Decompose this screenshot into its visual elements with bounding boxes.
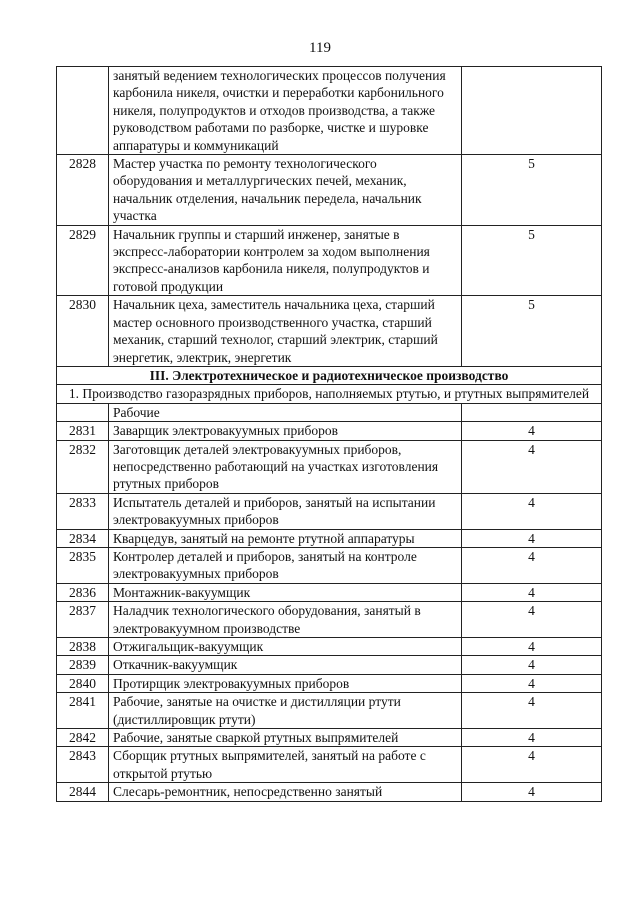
row-code: 2837 — [57, 602, 109, 638]
row-code: 2834 — [57, 529, 109, 547]
table-row — [57, 493, 602, 529]
row-code: 2841 — [57, 693, 109, 729]
workers-row — [57, 403, 602, 421]
subsection-heading-row — [57, 385, 602, 403]
row-code: 2829 — [57, 225, 109, 296]
row-value: 4 — [462, 693, 602, 729]
table-row — [57, 529, 602, 547]
row-value: 4 — [462, 747, 602, 783]
page-number: 119 — [309, 40, 331, 56]
row-code: 2835 — [57, 547, 109, 583]
row-description: Заварщик электровакуумных приборов — [109, 422, 462, 440]
table-row — [57, 296, 602, 367]
row-description: Сборщик ртутных выпрямителей, занятый на работе с открытой ртутью — [109, 747, 462, 783]
table-row — [57, 602, 602, 638]
occupation-table — [56, 66, 602, 802]
row-description: Испытатель деталей и приборов, занятый на испытании электровакуумных приборов — [109, 493, 462, 529]
row-code: 2828 — [57, 155, 109, 226]
row-description: Начальник группы и старший инженер, занятые в экспресс-лаборатории контролем за ходом выполнения экспресс-анализов карбонила никеля, полупродуктов и готовой продукции — [109, 225, 462, 296]
row-code: 2838 — [57, 638, 109, 656]
row-value: 4 — [462, 547, 602, 583]
table-row — [57, 547, 602, 583]
row-code: 2840 — [57, 674, 109, 692]
row-value: 4 — [462, 602, 602, 638]
row-value — [462, 67, 602, 155]
row-code: 2836 — [57, 583, 109, 601]
row-value: 4 — [462, 583, 602, 601]
table-row — [57, 67, 602, 155]
row-code: 2839 — [57, 656, 109, 674]
table-row — [57, 656, 602, 674]
row-description: Слесарь-ремонтник, непосредственно занятый — [109, 783, 462, 801]
row-code: 2833 — [57, 493, 109, 529]
row-description: Монтажник-вакуумщик — [109, 583, 462, 601]
row-code — [57, 67, 109, 155]
row-description: Заготовщик деталей электровакуумных приборов, непосредственно работающий на участках изготовления ртутных приборов — [109, 440, 462, 493]
table-row — [57, 440, 602, 493]
table-row — [57, 693, 602, 729]
row-value: 4 — [462, 529, 602, 547]
table-row — [57, 583, 602, 601]
workers-label: Рабочие — [109, 403, 462, 421]
table-row — [57, 155, 602, 226]
row-value: 5 — [462, 296, 602, 367]
row-code: 2830 — [57, 296, 109, 367]
row-value: 4 — [462, 638, 602, 656]
row-value: 4 — [462, 674, 602, 692]
row-code: 2843 — [57, 747, 109, 783]
subsection-title: 1. Производство газоразрядных приборов, наполняемых ртутью, и ртутных выпрямителей — [57, 385, 602, 403]
table-row — [57, 638, 602, 656]
table-row — [57, 747, 602, 783]
row-value: 5 — [462, 225, 602, 296]
row-value: 4 — [462, 783, 602, 801]
table-row — [57, 729, 602, 747]
row-description: Кварцедув, занятый на ремонте ртутной аппаратуры — [109, 529, 462, 547]
row-description: Наладчик технологического оборудования, занятый в электровакуумном производстве — [109, 602, 462, 638]
row-description: Рабочие, занятые на очистке и дистилляции ртути (дистиллировщик ртути) — [109, 693, 462, 729]
row-description: Мастер участка по ремонту технологического оборудования и металлургических печей, механик, начальник отделения, начальник передела, начальник участка — [109, 155, 462, 226]
table-row — [57, 674, 602, 692]
row-description: Начальник цеха, заместитель начальника цеха, старший мастер основного производственного участка, старший механик, старший технолог, старший электрик, старший энергетик, электрик, энергетик — [109, 296, 462, 367]
empty-cell — [462, 403, 602, 421]
row-description: Протирщик электровакуумных приборов — [109, 674, 462, 692]
row-description: Откачник-вакуумщик — [109, 656, 462, 674]
row-value: 5 — [462, 155, 602, 226]
table-row — [57, 225, 602, 296]
row-description: Отжигальщик-вакуумщик — [109, 638, 462, 656]
row-code: 2844 — [57, 783, 109, 801]
row-code: 2831 — [57, 422, 109, 440]
empty-cell — [57, 403, 109, 421]
section-heading-row — [57, 366, 602, 384]
row-code: 2842 — [57, 729, 109, 747]
row-value: 4 — [462, 440, 602, 493]
row-description: Контролер деталей и приборов, занятый на контроле электровакуумных приборов — [109, 547, 462, 583]
row-code: 2832 — [57, 440, 109, 493]
row-value: 4 — [462, 493, 602, 529]
row-value: 4 — [462, 656, 602, 674]
row-value: 4 — [462, 729, 602, 747]
row-value: 4 — [462, 422, 602, 440]
section-title: III. Электротехническое и радиотехническое производство — [57, 366, 602, 384]
table-row — [57, 783, 602, 801]
table-row — [57, 422, 602, 440]
row-description: Рабочие, занятые сваркой ртутных выпрямителей — [109, 729, 462, 747]
row-description: занятый ведением технологических процессов получения карбонила никеля, очистки и переработки карбонильного никеля, полупродуктов и отходов производства, а также руководством работами по разборке, чистке и шуровке аппаратуры и коммуникаций — [109, 67, 462, 155]
